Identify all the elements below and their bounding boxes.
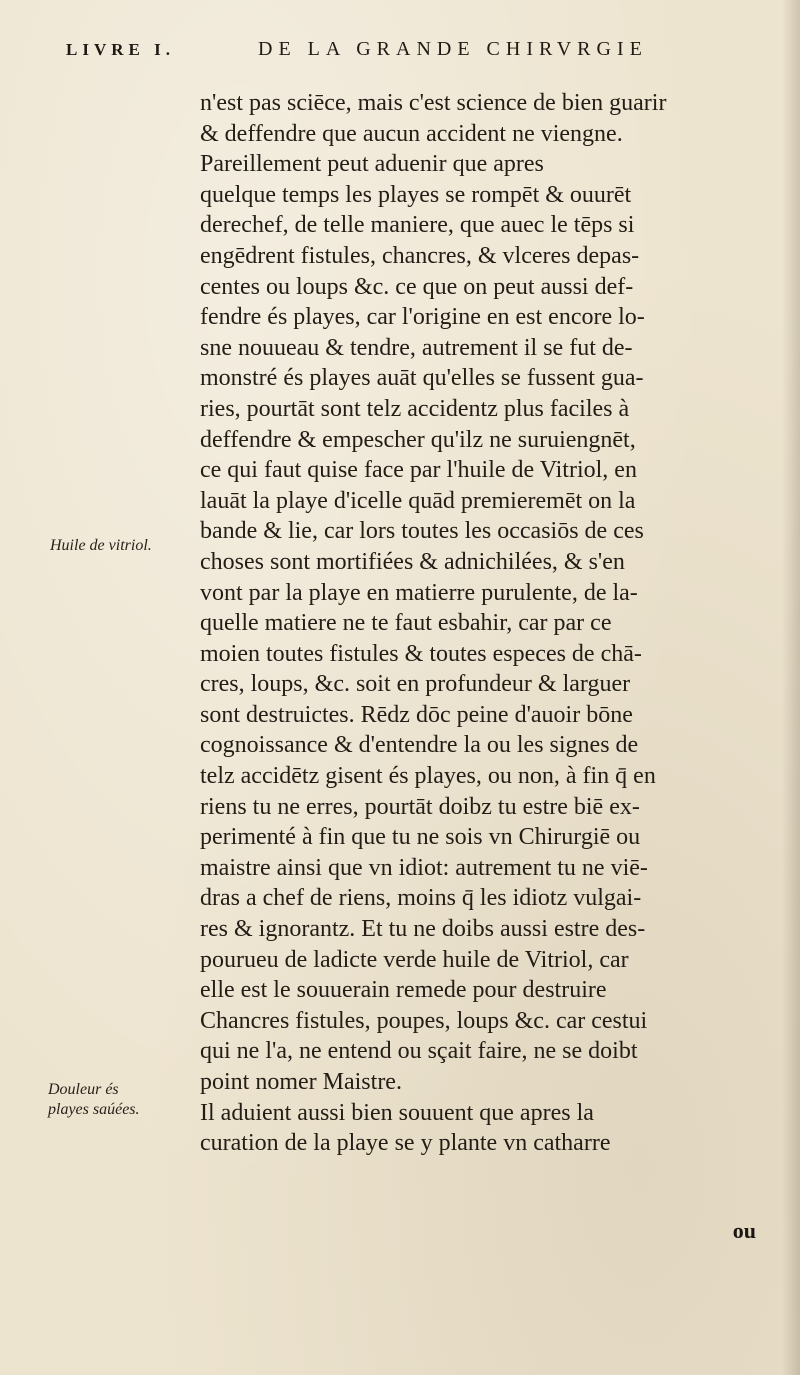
text-line: ries, pourtāt sont telz accidentz plus faciles à bbox=[200, 395, 630, 422]
text-line: cognoissance & d'entendre la ou les signes de bbox=[200, 732, 639, 759]
text-line: deffendre & empescher qu'ilz ne suruiengnēt, bbox=[200, 426, 636, 453]
text-line: quelle matiere ne te faut esbahir, car par ce bbox=[200, 610, 612, 637]
margin-note-vitriol: Huile de vitriol. bbox=[50, 537, 152, 554]
book-number: LIVRE I. bbox=[66, 40, 175, 59]
text-line: res & ignorantz. Et tu ne doibs aussi estre des- bbox=[200, 916, 646, 943]
running-header bbox=[0, 34, 800, 74]
text-line: Pareillement peut aduenir que apres bbox=[200, 151, 544, 178]
text-line: Chancres fistules, poupes, loups &c. car cestui bbox=[200, 1007, 648, 1034]
text-line: pourueu de ladicte verde huile de Vitriol, car bbox=[200, 946, 629, 973]
text-line: engēdrent fistules, chancres, & vlceres depas- bbox=[200, 242, 640, 269]
text-line: derechef, de telle maniere, que auec le tēps si bbox=[200, 212, 635, 239]
text-line: sont destruictes. Rēdz dōc peine d'auoir bōne bbox=[200, 701, 633, 728]
text-line: centes ou loups &c. ce que on peut aussi def- bbox=[200, 273, 634, 300]
text-line: elle est le souuerain remede pour destruire bbox=[200, 977, 607, 1004]
catchword: ou bbox=[732, 1218, 756, 1243]
text-line: ce qui faut quise face par l'huile de Vitriol, en bbox=[200, 457, 637, 484]
text-line: sne nouueau & tendre, autrement il se fut de- bbox=[200, 334, 633, 361]
text-line: moien toutes fistules & toutes especes de chā- bbox=[200, 640, 642, 667]
margin-note-douleur: Douleur és playes saúées. bbox=[48, 1081, 140, 1118]
text-line: lauāt la playe d'icelle quād premieremēt on la bbox=[200, 487, 636, 514]
text-line: perimenté à fin que tu ne sois vn Chirurgiē ou bbox=[200, 824, 641, 851]
text-line: qui ne l'a, ne entend ou sçait faire, ne se doibt bbox=[200, 1038, 638, 1065]
text-line: bande & lie, car lors toutes les occasiōs de ces bbox=[200, 518, 644, 545]
text-line: quelque temps les playes se rompēt & ouurēt bbox=[200, 181, 632, 208]
text-line: dras a chef de riens, moins q̄ les idiotz vulgai- bbox=[200, 885, 642, 912]
running-title: DE LA GRANDE CHIRVRGIE bbox=[258, 38, 648, 60]
text-line: n'est pas sciēce, mais c'est science de bien guarir bbox=[200, 90, 667, 116]
text-line: cres, loups, &c. soit en profundeur & larguer bbox=[200, 671, 631, 698]
body-text bbox=[200, 88, 770, 1159]
text-line: maistre ainsi que vn idiot: autrement tu ne viē- bbox=[200, 854, 648, 881]
text-line: Il aduient aussi bien souuent que apres la bbox=[200, 1099, 594, 1126]
text-line: fendre és playes, car l'origine en est encore lo- bbox=[200, 304, 645, 331]
text-line: point nomer Maistre. bbox=[200, 1069, 402, 1095]
text-line: telz accidētz gisent és playes, ou non, à fin q̄ en bbox=[200, 763, 656, 790]
page-edge-shadow bbox=[782, 0, 800, 1375]
text-line: monstré és playes auāt qu'elles se fussent gua- bbox=[200, 365, 644, 392]
text-line: riens tu ne erres, pourtāt doibz tu estre biē ex- bbox=[200, 793, 640, 820]
text-line: & deffendre que aucun accident ne viengne. bbox=[200, 120, 623, 147]
text-line: curation de la playe se y plante vn catharre bbox=[200, 1130, 611, 1157]
text-line: vont par la playe en matierre purulente, de la- bbox=[200, 579, 638, 606]
text-line: choses sont mortifiées & adnichilées, & s'en bbox=[200, 548, 625, 575]
